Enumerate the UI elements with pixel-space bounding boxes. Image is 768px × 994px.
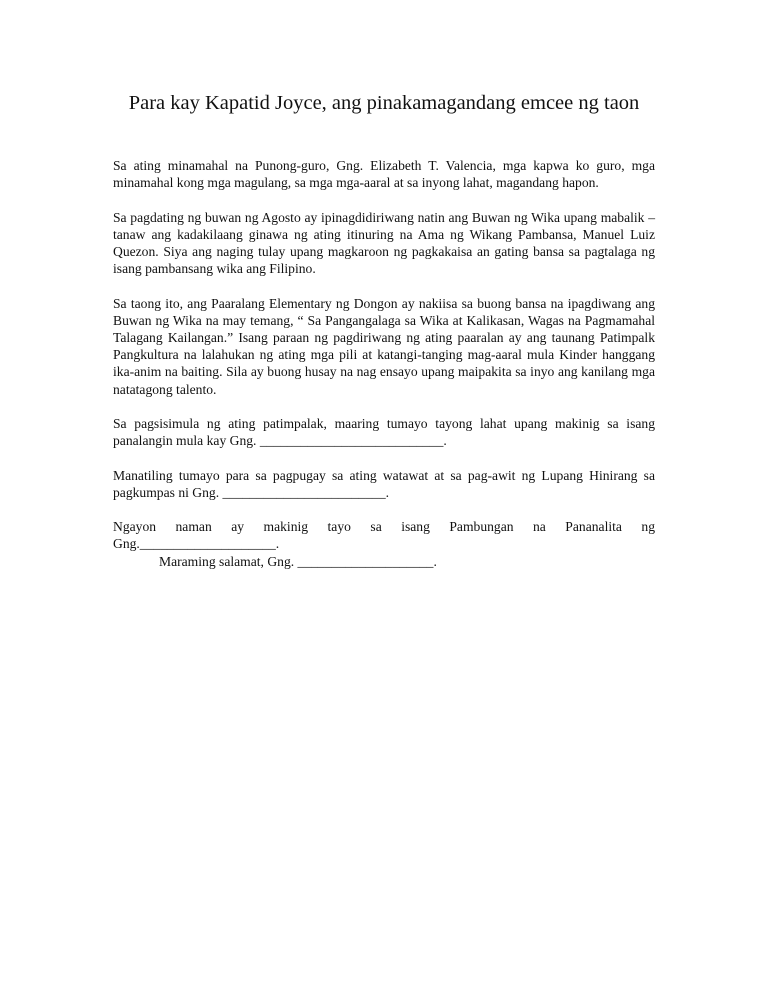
document-title: Para kay Kapatid Joyce, ang pinakamagandang emcee ng taon: [128, 92, 640, 114]
greeting-paragraph: Sa ating minamahal na Punong-guro, Gng. Elizabeth T. Valencia, mga kapwa ko guro, mga minamahal kong mga magulang, sa mga mga-aaral at sa inyong lahat, magandang hapon.: [113, 158, 655, 191]
theme-paragraph: Sa taong ito, ang Paaralang Elementary ng Dongon ay nakiisa sa buong bansa na ipagdiwang ang Buwan ng Wika na may temang, “ Sa Pangangalaga sa Wika at Kalikasan, Wagas na Pagmamahal Talagang Kailangan.” Isang paraan ng pagdiriwang ng ating paaralan ay ang taunang Patimpalk Pangkultura na lalahukan ng ating mga pili at katangi-tanging mag-aaral mula Kinder hanggang ika-anim na baiting. Sila ay buong husay na nag ensayo upang maipakita sa inyo ang kanilang mga natatagong talento.: [113, 295, 655, 397]
buwan-ng-wika-paragraph: Sa pagdating ng buwan ng Agosto ay ipinagdidiriwang natin ang Buwan ng Wika upang mabalik – tanaw ang kadakilaang ginawa ng ating itinuring na Ama ng Wikang Pambansa, Manuel Luiz Quezon. Siya ang naging tulay upang magkaroon ng pagkakaisa an gating bansa sa pagtalaga ng isang pambansang wika ang Filipino.: [113, 209, 655, 277]
prayer-paragraph: Sa pagsisimula ng ating patimpalak, maaring tumayo tayong lahat upang makinig sa isang panalangin mula kay Gng. ___________________________.: [113, 416, 655, 449]
opening-remarks-paragraph: Ngayon naman ay makinig tayo sa isang Pambungan na Pananalita ng Gng.____________________.: [113, 519, 655, 552]
closing-line: Maraming salamat, Gng. ____________________.: [159, 553, 437, 569]
flag-ceremony-paragraph: Manatiling tumayo para sa pagpugay sa ating watawat at sa pag-awit ng Lupang Hinirang sa pagkumpas ni Gng. ________________________.: [113, 467, 655, 500]
document-body: [113, 157, 655, 570]
